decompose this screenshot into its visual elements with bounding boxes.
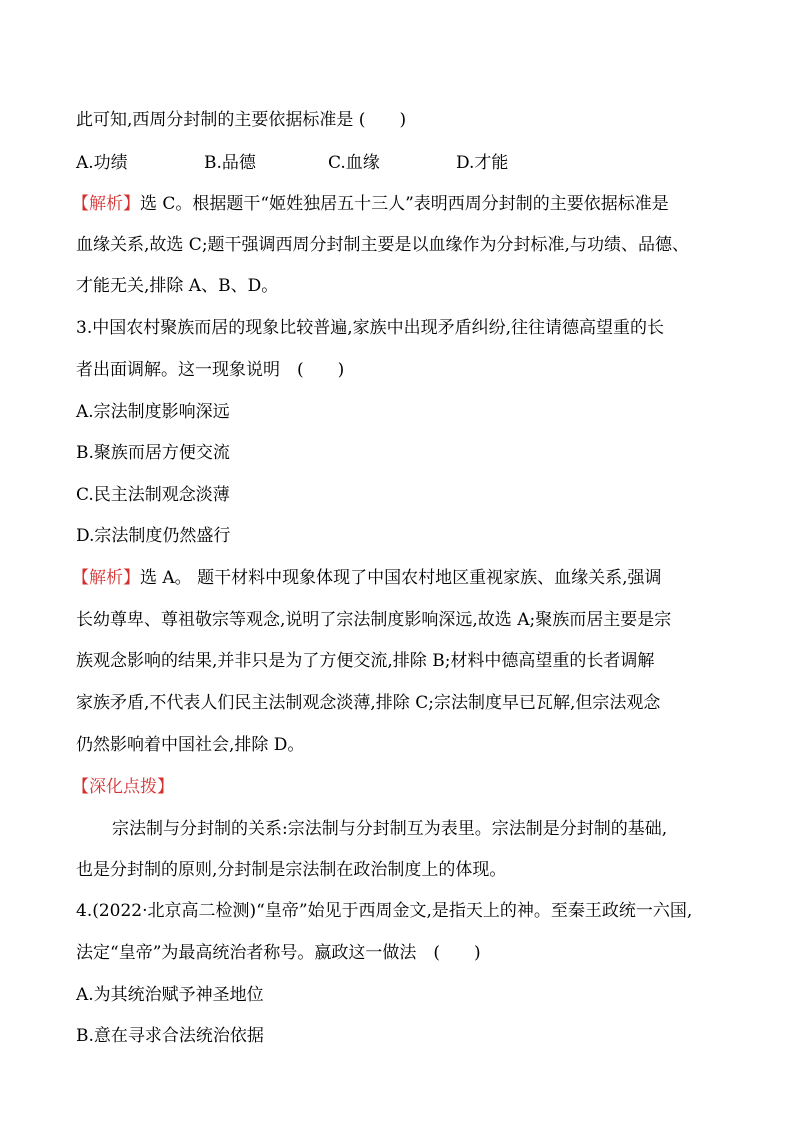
q3-stem-line-1: 3.中国农村聚族而居的现象比较普遍,家族中出现矛盾纠纷,往往请德高望重的长	[76, 318, 665, 338]
q3-option-d: D.宗法制度仍然盛行	[76, 526, 231, 546]
q2-option-d: D.才能	[456, 153, 509, 173]
q3-analysis-line-3: 族观念影响的结果,并非只是为了方便交流,排除 B;材料中德高望重的长者调解	[76, 651, 655, 671]
q4-stem-line-1: 4.(2022·北京高二检测)“皇帝”始见于西周金文,是指天上的神。至秦王政统一六国,	[76, 901, 693, 921]
q3-option-c: C.民主法制观念淡薄	[76, 485, 230, 505]
q2-analysis-label: 【解析】	[72, 194, 140, 214]
q3-deepen-label: 【深化点拨】	[72, 777, 174, 797]
q4-option-b: B.意在寻求合法统治依据	[76, 1026, 264, 1046]
q2-analysis-line-3: 才能无关,排除 A、B、D。	[76, 276, 279, 296]
q4-stem-line-2: 法定“皇帝”为最高统治者称号。嬴政这一做法 ( )	[76, 943, 481, 963]
q2-option-a: A.功绩	[76, 153, 128, 173]
q2-analysis-line-1: 【解析】选 C。根据题干“姬姓独居五十三人”表明西周分封制的主要依据标准是	[72, 194, 669, 214]
q3-analysis-line-1: 【解析】选 A。 题干材料中现象体现了中国农村地区重视家族、血缘关系,强调	[72, 568, 662, 588]
q3-analysis-label: 【解析】	[72, 568, 140, 588]
q2-options	[76, 148, 716, 172]
q3-deepen-line-1: 宗法制与分封制的关系:宗法制与分封制互为表里。宗法制是分封制的基础,	[112, 819, 668, 839]
q2-stem-tail: 此可知,西周分封制的主要依据标准是 ( )	[76, 110, 407, 130]
q2-option-b: B.品德	[204, 153, 256, 173]
q3-analysis-line-2: 长幼尊卑、尊祖敬宗等观念,说明了宗法制度影响深远,故选 A;聚族而居主要是宗	[76, 610, 672, 630]
q4-option-a: A.为其统治赋予神圣地位	[76, 985, 264, 1005]
q3-stem-line-2: 者出面调解。这一现象说明 ( )	[76, 360, 345, 380]
q3-analysis-line-4: 家族矛盾,不代表人们民主法制观念淡薄,排除 C;宗法制度早已瓦解,但宗法观念	[76, 693, 661, 713]
q3-option-a: A.宗法制度影响深远	[76, 402, 230, 422]
q2-analysis-line-2: 血缘关系,故选 C;题干强调西周分封制主要是以血缘作为分封标准,与功绩、品德、	[76, 235, 689, 255]
q3-analysis-line-5: 仍然影响着中国社会,排除 D。	[76, 735, 305, 755]
q3-option-b: B.聚族而居方便交流	[76, 443, 230, 463]
q3-deepen-line-2: 也是分封制的原则,分封制是宗法制在政治制度上的体现。	[76, 860, 507, 880]
q2-option-c: C.血缘	[328, 153, 380, 173]
